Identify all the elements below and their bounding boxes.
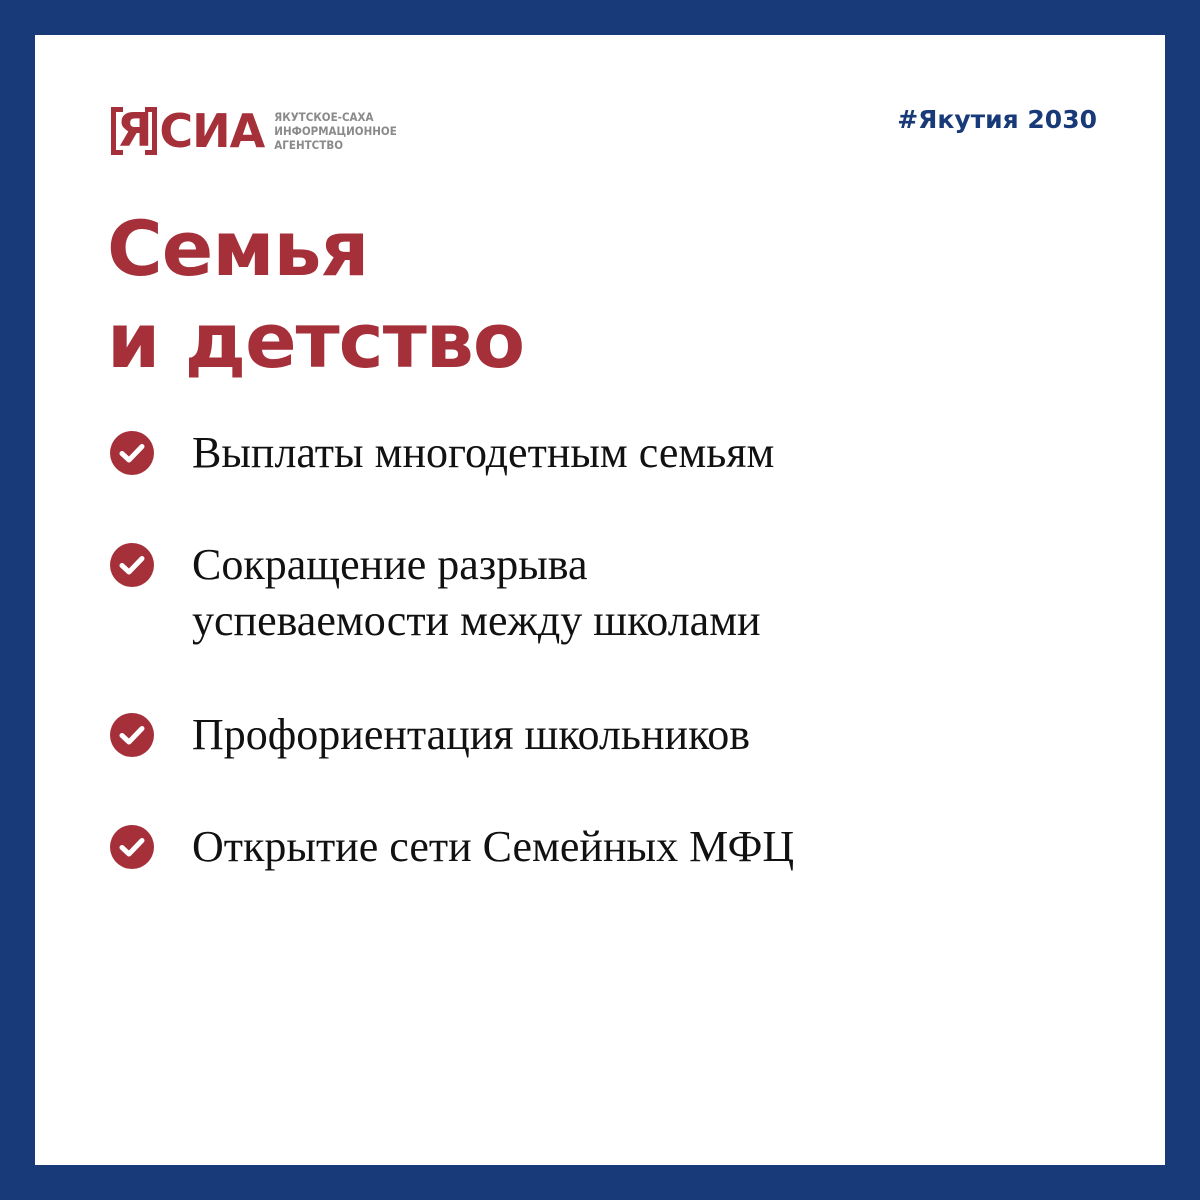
list-item [110,425,1090,481]
check-circle-icon [110,543,154,587]
check-circle-icon [110,431,154,475]
logo-mark: Я СИА [111,105,264,157]
page-title [107,203,524,387]
logo-tagline-line: ИНФОРМАЦИОННОЕ [274,124,397,138]
list-item-text: Выплаты многодетным семьям [192,428,775,477]
logo-tagline-line: АГЕНТСТВО [274,138,343,152]
list-item [110,537,1090,649]
list-item-text: Профориентация школьников [192,710,751,759]
item-list [110,425,1090,875]
list-item-text: Открытие сети Семейных МФЦ [192,822,795,871]
list-item-text: Сокращение разрыва успеваемости между школами [192,540,761,645]
title-line: Семья [107,204,369,293]
card [35,35,1165,1165]
hashtag: #Якутия 2030 [897,105,1097,134]
check-circle-icon [110,825,154,869]
logo-ya-bracket: Я [111,107,157,155]
logo-tagline-line: ЯКУТСКОЕ-САХА [274,110,374,124]
logo-tagline [274,110,397,152]
check-circle-icon [110,713,154,757]
title-line: и детство [107,296,525,385]
logo [111,105,397,157]
list-item [110,707,1090,763]
list-item [110,819,1090,875]
